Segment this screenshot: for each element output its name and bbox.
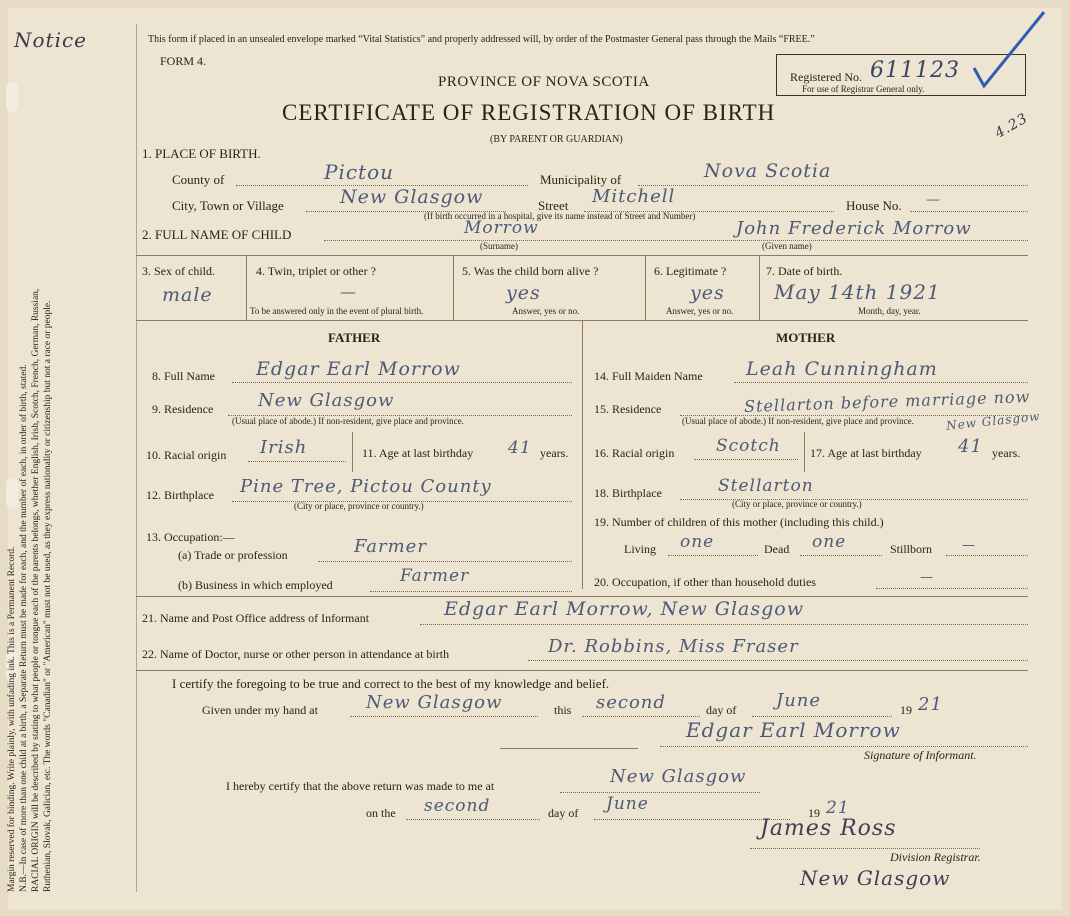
municipality-label: Municipality of [540,172,622,187]
place-of-birth-label: 1. PLACE OF BIRTH. [142,146,261,161]
registrar-year-value: 21 [826,798,850,818]
mother-age-value: 41 [958,436,983,457]
this-day-value: second [596,692,666,713]
child-name-label: 2. FULL NAME OF CHILD [142,227,292,242]
street-label: Street [538,198,569,213]
father-residence-label: 9. Residence [152,402,214,416]
born-alive-label: 5. Was the child born alive ? [462,264,599,278]
stillborn-value: — [962,538,976,553]
mother-name-value: Leah Cunningham [746,358,938,380]
born-alive-caption: Answer, yes or no. [512,306,580,316]
division-registrar-caption: Division Registrar. [890,850,981,864]
sex-label: 3. Sex of child. [142,264,215,278]
living-label: Living [624,542,656,556]
father-race-label: 10. Racial origin [146,448,227,462]
registrar-signed-place: New Glasgow [800,866,951,890]
notice-annotation: Notice [14,28,88,52]
mother-residence-value: Stellarton before marriage now [743,387,1031,416]
registrar-signature: James Ross [760,816,897,841]
father-birthplace-label: 12. Birthplace [146,488,214,502]
registrar-statement: I hereby certify that the above return was made to me at [226,779,495,793]
registrar-month-value: June [606,794,649,814]
city-value: New Glasgow [340,186,484,208]
father-name-value: Edgar Earl Morrow [256,358,461,380]
doctor-value: Dr. Robbins, Miss Fraser [548,636,799,657]
father-heading: FATHER [328,330,381,345]
mother-residence-caption: (Usual place of abode.) If non-resident, give place and province. [682,416,914,426]
child-given-value: John Frederick Morrow [736,218,972,239]
informant-value: Edgar Earl Morrow, New Glasgow [444,598,804,620]
children-count-label: 19. Number of children of this mother (including this child.) [594,515,884,529]
this-label: this [554,703,572,717]
dead-label: Dead [764,542,790,556]
mother-age-label: 17. Age at last birthday [810,446,922,460]
mother-birthplace-value: Stellarton [718,476,814,496]
legitimate-label: 6. Legitimate ? [654,264,727,278]
legitimate-caption: Answer, yes or no. [666,306,734,316]
registrar-day-value: second [424,796,491,816]
parents-divider [582,321,583,589]
margin-line-3: RACIAL ORIGIN will be described by stating to what people or tongue each of the parents belongs, whether English, Irish, Scotch, French, German, Russian, [31,288,41,892]
mother-residence-label: 15. Residence [594,402,662,416]
county-label: County of [172,172,225,187]
twin-value: — [340,282,357,301]
mother-heading: MOTHER [776,330,836,345]
hospital-note: (If birth occurred in a hospital, give its name instead of Street and Number) [424,211,696,221]
year-value: 21 [918,694,943,715]
given-place-value: New Glasgow [366,692,503,713]
father-age-value: 41 [508,438,532,458]
registrar-day-of-label: day of [548,806,579,820]
born-alive-value: yes [506,282,541,304]
mother-occupation-value: — [920,570,934,585]
father-residence-value: New Glasgow [258,390,395,411]
father-race-value: Irish [260,437,308,458]
mother-occupation-label: 20. Occupation, if other than household duties [594,575,816,589]
legitimate-value: yes [690,282,725,304]
margin-notes [6,12,54,892]
twin-label: 4. Twin, triplet or other ? [256,264,376,278]
informant-label: 21. Name and Post Office address of Informant [142,611,370,625]
margin-line-2: N.B.—In case of more than one child at a birth, a Separate Return must be made for each, and the number of each, in order of birth, stated. [19,364,29,892]
sex-value: male [162,284,213,306]
checkmark-icon [970,8,1050,90]
living-value: one [680,532,715,552]
registrar-year-prefix: 19 [808,806,820,820]
father-residence-caption: (Usual place of abode.) If non-resident, give place and province. [232,416,464,426]
trade-value: Farmer [354,536,427,557]
mother-birthplace-caption: (City or place, province or country.) [732,499,862,509]
mother-residence-value-2: New Glasgow [945,409,1042,433]
on-the-label: on the [366,806,396,820]
business-value: Farmer [400,566,470,586]
registered-label: Registered No. [790,70,862,84]
mail-note: This form if placed in an unsealed envelope marked “Vital Statistics” and properly addressed will, by order of the Postmaster General pass through the Mails “FREE.” [148,34,815,45]
father-years: years. [540,446,569,460]
form-number: FORM 4. [160,54,207,68]
margin-line-1: Margin reserved for binding. Write plainly, with unfading ink. This is a Permanent Record. [7,546,17,892]
province-heading: PROVINCE OF NOVA SCOTIA [438,74,650,90]
registrar-general-note: For use of Registrar General only. [802,84,925,94]
child-surname-value: Morrow [464,218,539,238]
mother-birthplace-label: 18. Birthplace [594,486,662,500]
registered-value: 611123 [870,58,960,83]
margin-rule [136,24,137,892]
corner-mark: 4.23 [992,110,1031,142]
certificate-subtitle: (BY PARENT OR GUARDIAN) [490,134,623,145]
mother-years: years. [992,446,1021,460]
father-name-label: 8. Full Name [152,369,215,383]
date-caption: Month, day, year. [858,306,921,316]
city-label: City, Town or Village [172,198,284,213]
date-of-birth-value: May 14th 1921 [774,280,941,304]
mother-race-value: Scotch [716,436,781,456]
day-of-label: day of [706,703,737,717]
doctor-label: 22. Name of Doctor, nurse or other person in attendance at birth [142,647,450,661]
year-prefix: 19 [900,703,912,717]
mother-name-label: 14. Full Maiden Name [594,369,703,383]
business-label: (b) Business in which employed [178,578,333,592]
mother-race-label: 16. Racial origin [594,446,675,460]
house-number-label: House No. [846,198,902,213]
municipality-value: Nova Scotia [704,160,832,182]
street-value: Mitchell [592,186,676,207]
house-number-value: — [926,192,941,208]
margin-line-4: Ruthenian, Slovak, Galician, etc. The words "Canadian" or "American" must not be used, as they express nationality or citizenship but not a race or people. [43,300,53,892]
twin-caption: To be answered only in the event of plural birth. [250,306,424,316]
stillborn-label: Stillborn [890,542,933,556]
informant-signature: Edgar Earl Morrow [686,718,901,742]
given-under-label: Given under my hand at [202,703,318,717]
given-name-caption: (Given name) [762,241,812,251]
informant-signature-caption: Signature of Informant. [864,748,977,762]
dead-value: one [812,532,847,552]
father-birthplace-caption: (City or place, province or country.) [294,501,424,511]
father-birthplace-value: Pine Tree, Pictou County [240,476,492,497]
certify-statement: I certify the foregoing to be true and correct to the best of my knowledge and belief. [172,676,610,691]
surname-caption: (Surname) [480,241,518,251]
father-age-label: 11. Age at last birthday [362,446,474,460]
certificate-title: CERTIFICATE OF REGISTRATION OF BIRTH [282,100,776,125]
registrar-place-value: New Glasgow [610,766,747,787]
month-value: June [776,690,822,711]
trade-label: (a) Trade or profession [178,548,288,562]
county-value: Pictou [324,160,395,184]
occupation-label: 13. Occupation:— [146,530,235,544]
date-of-birth-label: 7. Date of birth. [766,264,843,278]
